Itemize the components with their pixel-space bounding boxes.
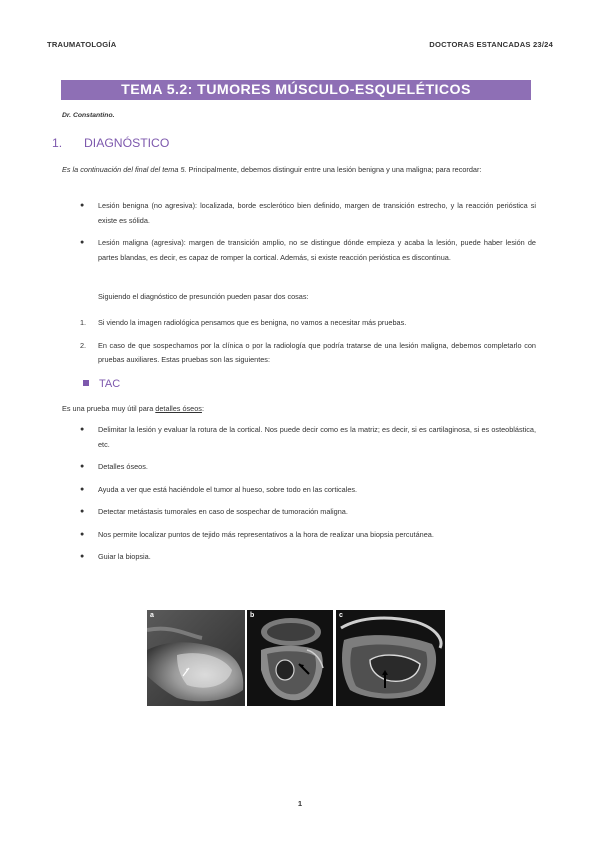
list-item	[76, 236, 536, 265]
item-number: 2.	[80, 340, 87, 350]
tac-bullet-text: Guiar la biopsia.	[98, 552, 151, 561]
tac-bullet-text: Delimitar la lesión y evaluar la rotura de la cortical. Nos puede decir como es la matriz; es decir, si es cartilaginosa, si es osteoblástica, etc.	[98, 425, 536, 449]
tac-bullet-text: Nos permite localizar puntos de tejido más representativos a la hora de realizar una biopsia percutánea.	[98, 529, 434, 539]
list-item	[76, 550, 536, 565]
panel-label: a	[150, 612, 154, 619]
tac-intro-after: :	[201, 404, 204, 413]
radiograph-panel-a	[147, 610, 245, 706]
ct-panel-b	[247, 610, 333, 706]
round-bullet-icon: ●	[80, 485, 85, 493]
round-bullet-icon: ●	[80, 508, 85, 515]
tac-bullet-list	[76, 423, 536, 565]
list-item	[76, 316, 536, 331]
round-bullet-icon: ●	[80, 530, 85, 538]
ct-image-c	[336, 610, 445, 706]
list-item	[76, 505, 536, 520]
section-heading	[52, 136, 169, 150]
round-bullet-icon: ●	[80, 553, 85, 560]
tac-intro-underlined: detalles óseos	[155, 404, 202, 413]
page-title: TEMA 5.2: TUMORES MÚSCULO-ESQUELÉTICOS	[61, 80, 531, 100]
lesion-malignant-text: Lesión maligna (agresiva): margen de transición amplio, no se distingue dónde empieza y acaba la lesión, puede haber lesión de partes blandas, es decir, es capaz de romper la cortical. Además, si existe reacción perióstica es discontinua.	[98, 238, 536, 262]
square-bullet-icon	[83, 380, 89, 386]
round-bullet-icon: ●	[80, 426, 85, 433]
numbered-list	[76, 316, 536, 368]
round-bullet-icon: ●	[80, 463, 85, 470]
list-item	[76, 339, 536, 368]
author-line: Dr. Constantino.	[62, 112, 115, 119]
presuncion-paragraph: Siguiendo el diagnóstico de presunción pueden pasar dos cosas:	[98, 292, 309, 301]
item-text: Si viendo la imagen radiológica pensamos que es benigna, no vamos a necesitar más pruebas.	[98, 318, 407, 327]
item-number: 1.	[80, 318, 87, 327]
section-number: 1.	[52, 136, 63, 150]
tac-bullet-text: Ayuda a ver que está haciéndole el tumor al hueso, sobre todo en las corticales.	[98, 484, 358, 494]
subsection-heading-tac	[83, 378, 120, 390]
header-author-group: DOCTORAS ESTANCADAS 23/24	[429, 40, 553, 49]
list-item	[76, 528, 536, 543]
list-item	[76, 460, 536, 475]
panel-label: c	[339, 612, 343, 619]
list-item	[76, 423, 536, 452]
header-subject: TRAUMATOLOGÍA	[47, 40, 117, 49]
page-header	[47, 40, 553, 52]
tac-bullet-text: Detalles óseos.	[98, 462, 148, 471]
subsection-title: TAC	[99, 378, 121, 390]
intro-rest: Principalmente, debemos distinguir entre una lesión benigna y una maligna; para recordar:	[186, 165, 482, 174]
tac-bullet-text: Detectar metástasis tumorales en caso de sospechar de tumoración maligna.	[98, 507, 348, 516]
radiograph-image	[147, 610, 245, 706]
lesion-benign-text: Lesión benigna (no agresiva): localizada, borde esclerótico bien definido, margen de transición estrecho, y la reacción perióstica si existe es sólida.	[98, 201, 536, 225]
intro-paragraph	[62, 163, 536, 178]
tac-intro-before: Es una prueba muy útil para	[62, 404, 156, 413]
lesion-bullet-list	[76, 199, 536, 265]
panel-label: b	[250, 612, 255, 619]
intro-italic: Es la continuación del final del tema 5.	[62, 165, 187, 174]
page-number: 1	[297, 799, 303, 808]
list-item	[76, 199, 536, 228]
round-bullet-icon: ●	[80, 202, 85, 209]
ct-image-b	[247, 610, 333, 706]
tac-intro	[62, 402, 536, 417]
item-text: En caso de que sospechamos por la clínica o por la radiología que podría tratarse de una lesión maligna, debemos completarlo con pruebas auxiliares. Estas pruebas son las siguientes:	[98, 340, 536, 364]
round-bullet-icon: ●	[80, 239, 85, 246]
ct-panel-c	[336, 610, 445, 706]
ct-figure	[147, 610, 445, 706]
section-title: DIAGNÓSTICO	[84, 136, 170, 150]
list-item	[76, 483, 536, 498]
